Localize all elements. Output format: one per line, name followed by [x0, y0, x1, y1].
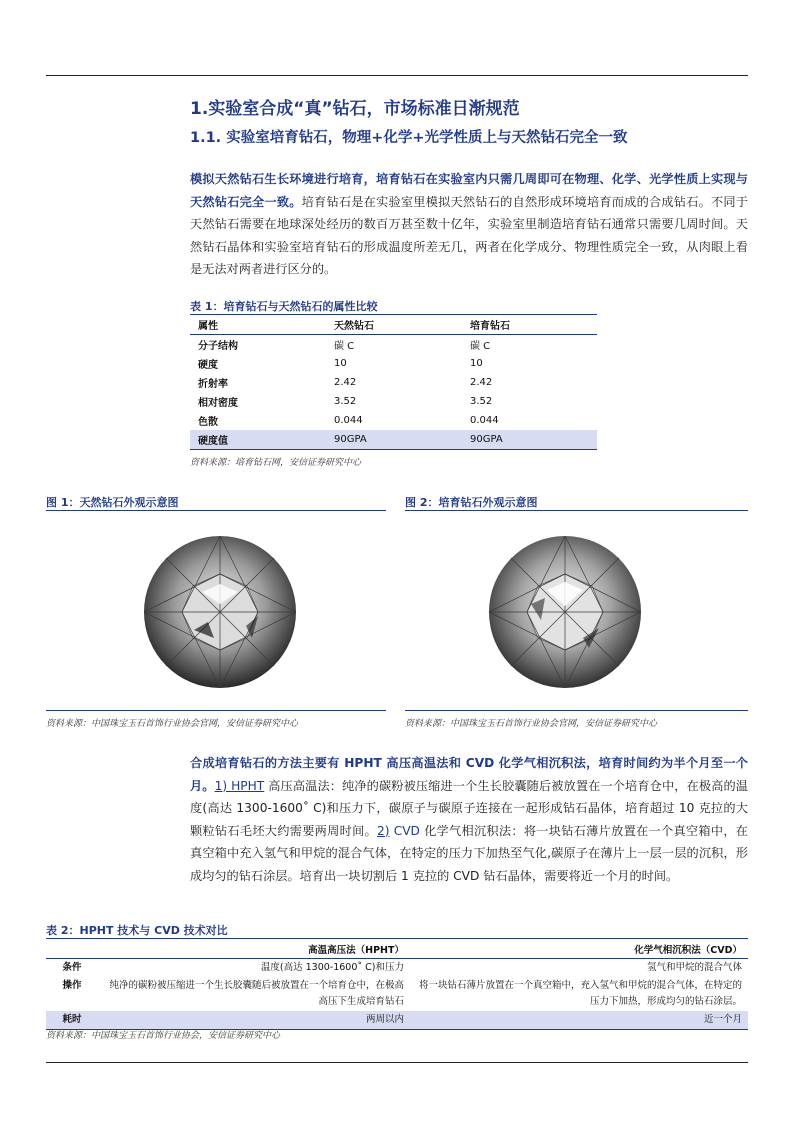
table-cell: 硬度值 [190, 430, 326, 450]
lab-grown-diamond-image [487, 534, 643, 690]
table1-source: 资料来源：培育钻石网，安信证券研究中心 [190, 458, 362, 468]
table2-header-row [46, 939, 748, 959]
table-row [46, 1011, 748, 1030]
table-cell: 硬度 [198, 360, 218, 371]
table-cell: 两周以内 [98, 1011, 410, 1030]
hpht-cvd-comparison-table [46, 938, 748, 1030]
table-cell: 条件 [62, 962, 82, 973]
table1-header: 培育钻石 [462, 315, 597, 335]
table-cell: 色散 [198, 417, 218, 428]
table-cell: 温度(高达 1300-1600˚ C)和压力 [260, 962, 404, 973]
table2-header: 化学气相沉积法（CVD） [410, 939, 748, 959]
table2-header: 高温高压法（HPHT） [98, 939, 410, 959]
table-row [46, 977, 748, 1011]
intro-bold: 模拟天然钻石生长环境进行培育，培育钻石在实验室内只需几周即可在物理、化学、光学性质上实现与天然钻石完全一致。 [190, 172, 748, 209]
cvd-label-name: CVD [389, 823, 420, 838]
table1-header: 属性 [190, 315, 326, 335]
table2-header [46, 939, 98, 959]
table-cell: 碳 C [334, 341, 355, 352]
table1-caption: 表 1：培育钻石与天然钻石的属性比较 [190, 300, 378, 313]
table-cell: 2.42 [334, 377, 357, 388]
fig1-frame [46, 510, 386, 511]
table-cell: 0.044 [334, 415, 363, 426]
table-row [190, 354, 597, 373]
subsection-heading: 1.1. 实验室培育钻石，物理+化学+光学性质上与天然钻石完全一致 [190, 130, 628, 146]
table-cell: 10 [470, 358, 483, 369]
table-cell: 折射率 [198, 379, 228, 390]
table-row [190, 392, 597, 411]
hpht-label: 1) HPHT [214, 778, 265, 793]
table-cell: 3.52 [470, 396, 493, 407]
fig1-bottom-rule [46, 710, 386, 711]
top-rule [46, 75, 748, 76]
table-cell: 2.42 [470, 377, 493, 388]
natural-diamond-image [142, 534, 298, 690]
table-cell: 纯净的碳粉被压缩进一个生长胶囊随后被放置在一个培育仓中，在极高高压下生成培育钻石 [109, 980, 404, 1007]
hpht-text: 高压高温法：纯净的碳粉被压缩进一个生长胶囊随后被放置在一个培育仓中，在极高的温度(高达 1300-1600˚ C)和压力下，碳原子与碳原子连接在一起形成钻石晶体，培育超过 10 克拉的大颗粒钻石毛坯大约需要两周时间。 [190, 778, 748, 838]
cvd-text: 化学气相沉积法：将一块钻石薄片放置在一个真空箱中，在真空箱中充入氢气和甲烷的混合气体，在特定的压力下加热至气化,碳原子在薄片上一层一层的沉积，形成均匀的钻石涂层。培育出一块切割后 1 克拉的 CVD 钻石晶体，需要将近一个月的时间。 [190, 823, 748, 883]
bottom-rule [46, 1062, 748, 1063]
table-cell: 10 [334, 358, 347, 369]
table-cell: 耗时 [46, 1011, 98, 1030]
table1-header: 天然钻石 [326, 315, 462, 335]
intro-body: 培育钻石是在实验室里模拟天然钻石的自然形成环境培育而成的合成钻石。不同于天然钻石需要在地球深处经历的数百万甚至数十亿年，实验室里制造培育钻石通常只需要几周时间。天然钻石晶体和实验室培育钻石的形成温度所差无几，两者在化学成分、物理性质完全一致，从肉眼上看是无法对两者进行区分的。 [190, 194, 749, 276]
cvd-label: 2) [377, 823, 390, 838]
table-cell: 90GPA [326, 430, 462, 450]
intro-paragraph [190, 168, 748, 281]
table2-caption: 表 2：HPHT 技术与 CVD 技术对比 [46, 924, 228, 937]
property-comparison-table [190, 314, 597, 450]
table-row [46, 959, 748, 978]
fig1-source: 资料来源：中国珠宝玉石首饰行业协会官网，安信证券研究中心 [46, 719, 299, 729]
table-cell: 0.044 [470, 415, 499, 426]
table-cell: 碳 C [470, 341, 491, 352]
table-row [190, 430, 597, 450]
table-cell: 近一个月 [410, 1011, 748, 1030]
table1-header-row [190, 315, 597, 335]
fig1-caption: 图 1：天然钻石外观示意图 [46, 496, 179, 509]
table-cell: 3.52 [334, 396, 357, 407]
table-cell: 将一块钻石薄片放置在一个真空箱中，充入氢气和甲烷的混合气体，在特定的压力下加热，形成均匀的钻石涂层。 [418, 980, 742, 1007]
section-heading: 1.实验室合成“真”钻石，市场标准日渐规范 [190, 99, 520, 119]
table-row [190, 373, 597, 392]
table-cell: 操作 [62, 980, 82, 991]
table-cell: 相对密度 [198, 398, 238, 409]
methods-paragraph [190, 752, 748, 887]
methods-bold: 合成培育钻石的方法主要有 HPHT 高压高温法和 CVD 化学气相沉积法，培育时间约为半个月至一个月。 [190, 756, 748, 793]
fig2-source: 资料来源：中国珠宝玉石首饰行业协会官网，安信证券研究中心 [405, 719, 658, 729]
table-cell: 氢气和甲烷的混合气体 [646, 962, 742, 973]
table-row [190, 411, 597, 430]
fig2-frame [405, 510, 748, 511]
fig2-caption: 图 2：培育钻石外观示意图 [405, 496, 538, 509]
fig2-bottom-rule [405, 710, 748, 711]
table-cell: 90GPA [462, 430, 597, 450]
table-row [190, 335, 597, 355]
table-cell: 分子结构 [198, 341, 238, 352]
table2-source: 资料来源：中国珠宝玉石首饰行业协会，安信证券研究中心 [46, 1031, 281, 1041]
